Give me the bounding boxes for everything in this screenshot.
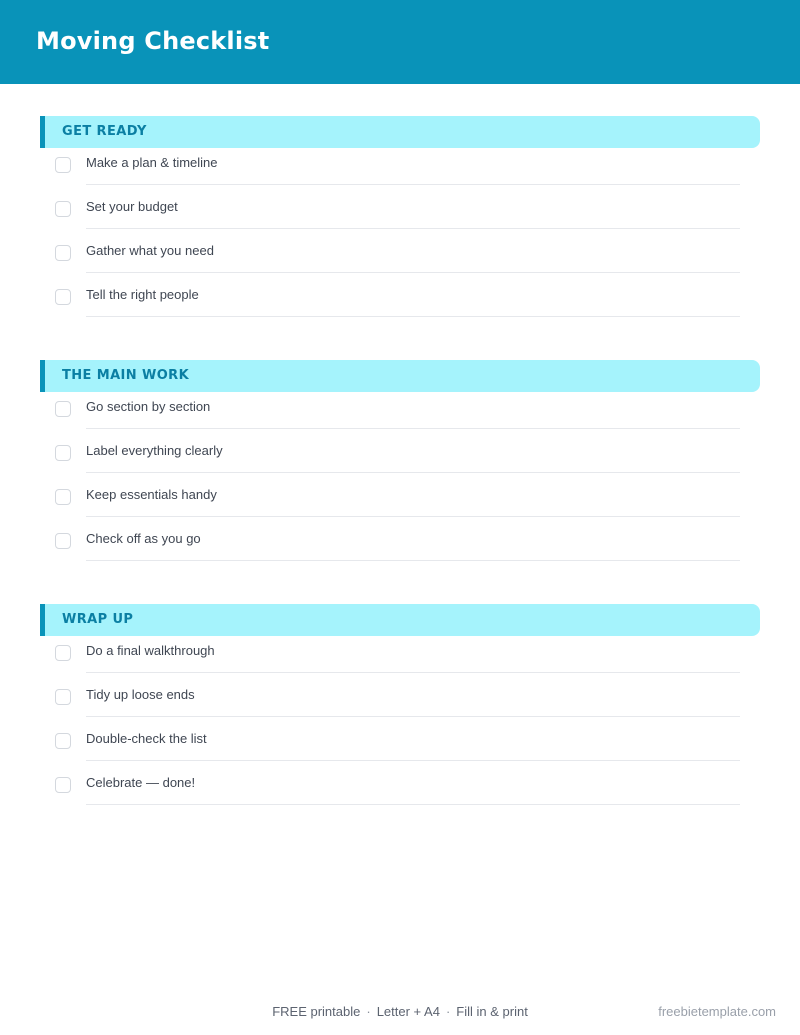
divider xyxy=(86,228,740,229)
page-title: Moving Checklist xyxy=(36,27,270,55)
item-label: Go section by section xyxy=(86,399,211,414)
checklist-item xyxy=(40,775,760,825)
footer-site-link[interactable]: freebietemplate.com xyxy=(658,1004,776,1019)
checklist xyxy=(40,643,760,825)
item-label: Gather what you need xyxy=(86,243,214,258)
item-label: Set your budget xyxy=(86,199,178,214)
item-label: Do a final walkthrough xyxy=(86,643,215,658)
divider xyxy=(86,184,740,185)
section-title: WRAP UP xyxy=(62,612,134,627)
item-label: Make a plan & timeline xyxy=(86,155,218,170)
checkbox[interactable] xyxy=(55,489,71,505)
divider xyxy=(86,560,740,561)
page-header xyxy=(0,0,800,84)
checkbox[interactable] xyxy=(55,289,71,305)
item-label: Label everything clearly xyxy=(86,443,223,458)
section-header xyxy=(40,116,760,148)
footer-tag: FREE printable xyxy=(272,1004,361,1019)
checkbox[interactable] xyxy=(55,533,71,549)
divider xyxy=(86,516,740,517)
checkbox[interactable] xyxy=(55,245,71,261)
checkbox[interactable] xyxy=(55,733,71,749)
item-label: Double-check the list xyxy=(86,731,207,746)
item-label: Celebrate — done! xyxy=(86,775,196,790)
divider xyxy=(86,472,740,473)
section-title: THE MAIN WORK xyxy=(62,368,190,383)
item-label: Tell the right people xyxy=(86,287,199,302)
divider xyxy=(86,428,740,429)
section-title: GET READY xyxy=(62,124,147,139)
divider xyxy=(86,672,740,673)
section-the-main-work xyxy=(40,360,760,568)
checkbox[interactable] xyxy=(55,645,71,661)
divider xyxy=(86,316,740,317)
divider xyxy=(86,716,740,717)
footer-separator: · xyxy=(445,1004,451,1019)
checklist-item xyxy=(40,531,760,581)
section-wrap-up xyxy=(40,604,760,812)
divider xyxy=(86,804,740,805)
checkbox[interactable] xyxy=(55,689,71,705)
item-label: Check off as you go xyxy=(86,531,201,546)
checkbox[interactable] xyxy=(55,201,71,217)
item-label: Tidy up loose ends xyxy=(86,687,195,702)
checkbox[interactable] xyxy=(55,157,71,173)
footer-tag: Letter + A4 xyxy=(376,1004,440,1019)
divider xyxy=(86,760,740,761)
checklist xyxy=(40,155,760,337)
checklist xyxy=(40,399,760,581)
footer-tag: Fill in & print xyxy=(456,1004,528,1019)
divider xyxy=(86,272,740,273)
footer-separator: · xyxy=(366,1004,371,1019)
checklist-item xyxy=(40,287,760,337)
checkbox[interactable] xyxy=(55,445,71,461)
checkbox[interactable] xyxy=(55,777,71,793)
section-header xyxy=(40,360,760,392)
checkbox[interactable] xyxy=(55,401,71,417)
section-get-ready xyxy=(40,116,760,324)
item-label: Keep essentials handy xyxy=(86,487,217,502)
section-header xyxy=(40,604,760,636)
